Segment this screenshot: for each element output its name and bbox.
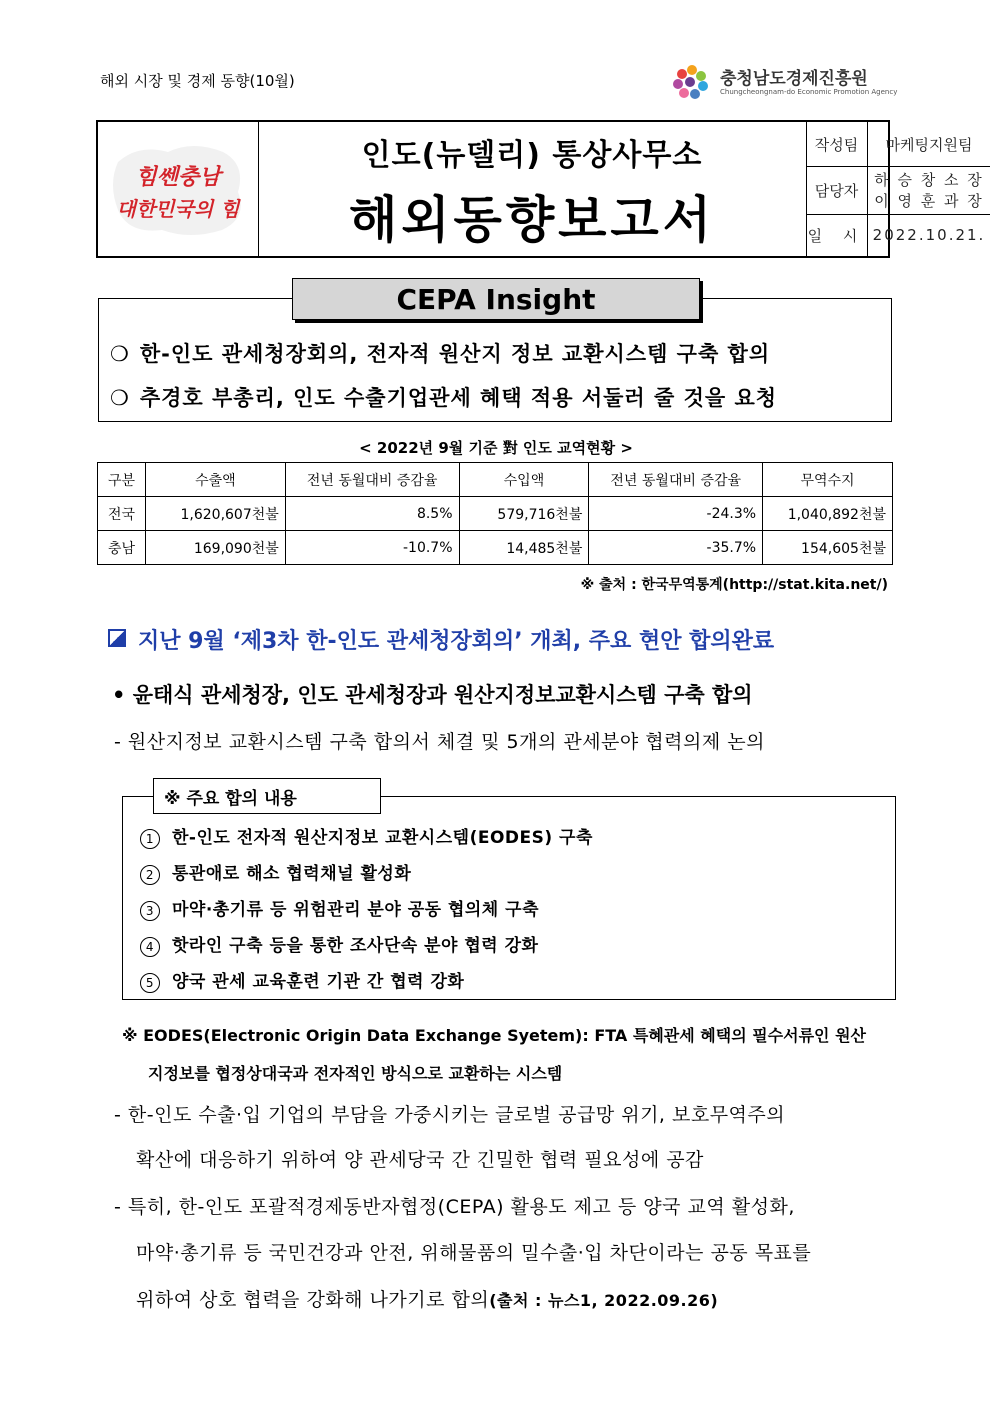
agency-logo — [668, 60, 898, 104]
table-row — [98, 497, 893, 531]
report-meta-table — [806, 122, 986, 256]
table-cell: -24.3% — [589, 497, 763, 531]
document-category-label: 해외 시장 및 경제 동향(10월) — [100, 72, 295, 90]
square-bullet-icon — [108, 629, 126, 647]
circled-number-icon: 4 — [140, 937, 160, 957]
table-cell: 충남 — [98, 531, 146, 565]
office-title: 인도(뉴델리) 통상사무소 — [361, 138, 703, 173]
table-cell: 전국 — [98, 497, 146, 531]
circled-number-icon: 5 — [140, 973, 160, 993]
table-header: 전년 동월대비 증감율 — [285, 463, 459, 497]
meta-row-date — [806, 214, 990, 256]
table-cell: 1,040,892천불 — [763, 497, 893, 531]
table-header-row — [98, 463, 893, 497]
table-cell: 169,090천불 — [145, 531, 285, 565]
table-cell: -10.7% — [285, 531, 459, 565]
insight-title: CEPA Insight — [292, 278, 700, 320]
manager-name-2: 이 영 훈 과 장 — [874, 192, 984, 210]
report-header — [96, 120, 986, 258]
date-label: 일 시 — [806, 214, 868, 256]
agreement-item: 4 핫라인 구축 등을 통한 조사단속 분야 협력 강화 — [140, 931, 538, 957]
eodes-note-cont: 지정보를 협정상대국과 전자적인 방식으로 교환하는 시스템 — [148, 1064, 563, 1083]
insight-item: ❍ 한-인도 관세청장회의, 전자적 원산지 정보 교환시스템 구축 합의 — [110, 342, 771, 366]
section-dash-item: - 원산지정보 교환시스템 구축 합의서 체결 및 5개의 관세분야 협력의제 논의 — [114, 731, 765, 753]
section-dash-item-cont: 위하여 상호 협력을 강화해 나가기로 합의(출처 : 뉴스1, 2022.09.26) — [136, 1289, 719, 1311]
circled-number-icon: 3 — [140, 901, 160, 921]
trade-table-caption: < 2022년 9월 기준 對 인도 교역현황 > — [359, 439, 633, 457]
table-header: 수입액 — [459, 463, 589, 497]
section-dash-item-cont: 확산에 대응하기 위하여 양 관세당국 간 긴밀한 협력 필요성에 공감 — [136, 1149, 704, 1171]
table-cell: 579,716천불 — [459, 497, 589, 531]
agreement-box-title: ※ 주요 합의 내용 — [153, 778, 381, 814]
agency-flower-icon — [668, 60, 714, 104]
table-row — [98, 531, 893, 565]
table-cell: -35.7% — [589, 531, 763, 565]
table-cell: 154,605천불 — [763, 531, 893, 565]
team-label: 작성팀 — [806, 122, 868, 166]
meta-row-manager — [806, 166, 990, 215]
manager-label: 담당자 — [806, 166, 868, 214]
report-title-block — [258, 122, 807, 256]
table-header: 수출액 — [145, 463, 285, 497]
table-cell: 8.5% — [285, 497, 459, 531]
table-source: ※ 출처 : 한국무역통계(http://stat.kita.net/) — [580, 577, 888, 593]
manager-name-1: 하 승 창 소 장 — [874, 171, 984, 189]
agency-english-name: Chungcheongnam-do Economic Promotion Agency — [720, 88, 898, 96]
table-cell: 1,620,607천불 — [145, 497, 285, 531]
section-title: 지난 9월 ‘제3차 한-인도 관세청장회의’ 개최, 주요 현안 합의완료 — [108, 624, 774, 655]
slogan-line2: 대한민국의 힘 — [116, 197, 240, 221]
agreement-item: 5 양국 관세 교육훈련 기관 간 협력 강화 — [140, 967, 464, 993]
circled-number-icon: 2 — [140, 865, 160, 885]
agreement-item: 1 한-인도 전자적 원산지정보 교환시스템(EODES) 구축 — [140, 823, 593, 849]
date-value: 2022.10.21. — [872, 226, 986, 244]
manager-value — [868, 166, 990, 214]
slogan-line1: 힘쎈충남 — [135, 164, 221, 190]
section-dash-item: - 특히, 한-인도 포괄적경제동반자협정(CEPA) 활용도 제고 등 양국 교역 활성화, — [114, 1196, 795, 1218]
circled-number-icon: 1 — [140, 829, 160, 849]
eodes-note: ※ EODES(Electronic Origin Data Exchange Syetem): FTA 특혜관세 혜택의 필수서류인 원산 — [122, 1026, 866, 1045]
trade-table — [97, 462, 893, 565]
report-title: 해외동향보고서 — [348, 191, 716, 249]
table-header: 무역수지 — [763, 463, 893, 497]
team-value: 마케팅지원팀 — [885, 135, 973, 154]
table-cell: 14,485천불 — [459, 531, 589, 565]
section-bullet: • 윤태식 관세청장, 인도 관세청장과 원산지정보교환시스템 구축 합의 — [112, 683, 753, 707]
table-header: 구분 — [98, 463, 146, 497]
circle-bullet-icon: ❍ — [110, 342, 130, 366]
circle-bullet-icon: ❍ — [110, 386, 130, 410]
section-dash-item-cont: 마약·총기류 등 국민건강과 안전, 위해물품의 밀수출·입 차단이라는 공동 목표를 — [136, 1242, 812, 1264]
news-source: (출처 : 뉴스1, 2022.09.26) — [489, 1291, 719, 1310]
agreement-item: 2 통관애로 해소 협력채널 활성화 — [140, 859, 411, 885]
insight-item: ❍ 추경호 부총리, 인도 수출기업관세 혜택 적용 서둘러 줄 것을 요청 — [110, 386, 778, 410]
section-dash-item: - 한-인도 수출·입 기업의 부담을 가중시키는 글로벌 공급망 위기, 보호무역주의 — [114, 1104, 786, 1126]
slogan-emblem — [98, 122, 259, 256]
agreement-item: 3 마약·총기류 등 위험관리 분야 공동 협의체 구축 — [140, 895, 539, 921]
table-header: 전년 동월대비 증감율 — [589, 463, 763, 497]
agency-name: 충청남도경제진흥원 — [720, 69, 868, 89]
meta-row-team — [806, 122, 990, 167]
